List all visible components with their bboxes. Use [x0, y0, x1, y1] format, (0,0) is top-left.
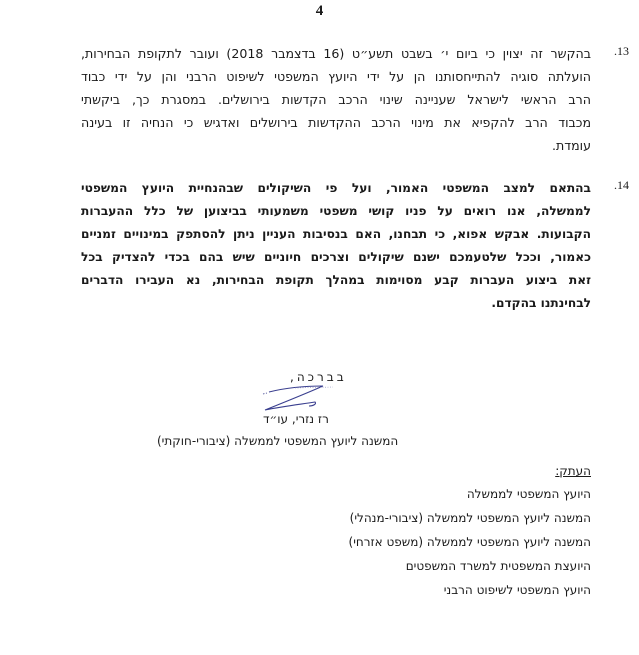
- paragraph-line: בהתאם למצב המשפטי האמור, ועל פי השיקולים שבהנחיית היועץ המשפטי: [81, 181, 591, 195]
- handwritten-signature-icon: [255, 380, 335, 414]
- cc-list: [291, 460, 591, 602]
- paragraph-line: הרב הראשי לישראל שעניינה שינוי הרכב הקדשות בירושלים. במסגרת כך, ביקשתי: [81, 92, 591, 107]
- closing-greeting: בברכה,: [290, 370, 347, 384]
- cc-recipient: המשנה ליועץ המשפטי לממשלה (משפט אזרחי): [348, 535, 591, 549]
- cc-recipient: היועץ המשפטי לשיפוט הרבני: [443, 583, 591, 597]
- cc-label: העתק:: [555, 464, 591, 478]
- cc-recipient: היועץ המשפטי לממשלה: [466, 487, 591, 501]
- signer-name: רז נזרי, עו״ד: [263, 412, 329, 426]
- paragraph-line: בהקשר זה יצוין כי ביום י׳ בשבט תשע״ט (16 בדצמבר 2018) ועובר לתקופת הבחירות,: [81, 46, 592, 61]
- paragraph-line: לממשלה, אנו רואים על פניו קושי משפטי משמעותי בביצוען של כלל ההעברות: [81, 204, 591, 218]
- paragraph-line: זאת ביצוע העברות קבע מסוימות במהלך תקופת הבחירות, נא העבירו הדברים: [81, 273, 591, 287]
- paragraph-number: .13: [614, 44, 629, 58]
- page-number: 4: [315, 3, 324, 19]
- paragraph-line: כאמור, וככל שלטעמכם ישנם שיקולים וצרכים חיוניים שיש בהם בכדי להצדיק בכל: [81, 250, 591, 264]
- cc-recipient: היועצת המשפטית למשרד המשפטים: [405, 559, 591, 573]
- paragraph-line: מכבוד הרב להקפיא את מינוי הרכב ההקדשות בירושלים ואדגיש כי הנחיה זו בעינה: [81, 115, 591, 130]
- paragraph-14: [81, 178, 629, 313]
- paragraph-line: לבחינתנו בהקדם.: [491, 296, 591, 310]
- paragraph-line: הועלתה סוגיה להתייחסותנו הן על ידי היועץ המשפטי לשיפוט הרבני והן על ידי כבוד: [81, 69, 591, 84]
- signer-title: המשנה ליועץ המשפטי לממשלה (ציבורי-חוקתי): [157, 434, 399, 448]
- paragraph-13: [81, 44, 629, 156]
- paragraph-line: הקבועות. אבקש אפוא, כי תבחנו, האם בנסיבות העניין ניתן להסתפק במינויים זמניים: [81, 227, 591, 241]
- paragraph-number: .14: [614, 178, 629, 192]
- paragraph-line: עומדת.: [551, 138, 591, 153]
- cc-recipient: המשנה ליועץ המשפטי לממשלה (ציבורי-מנהלי): [349, 511, 591, 525]
